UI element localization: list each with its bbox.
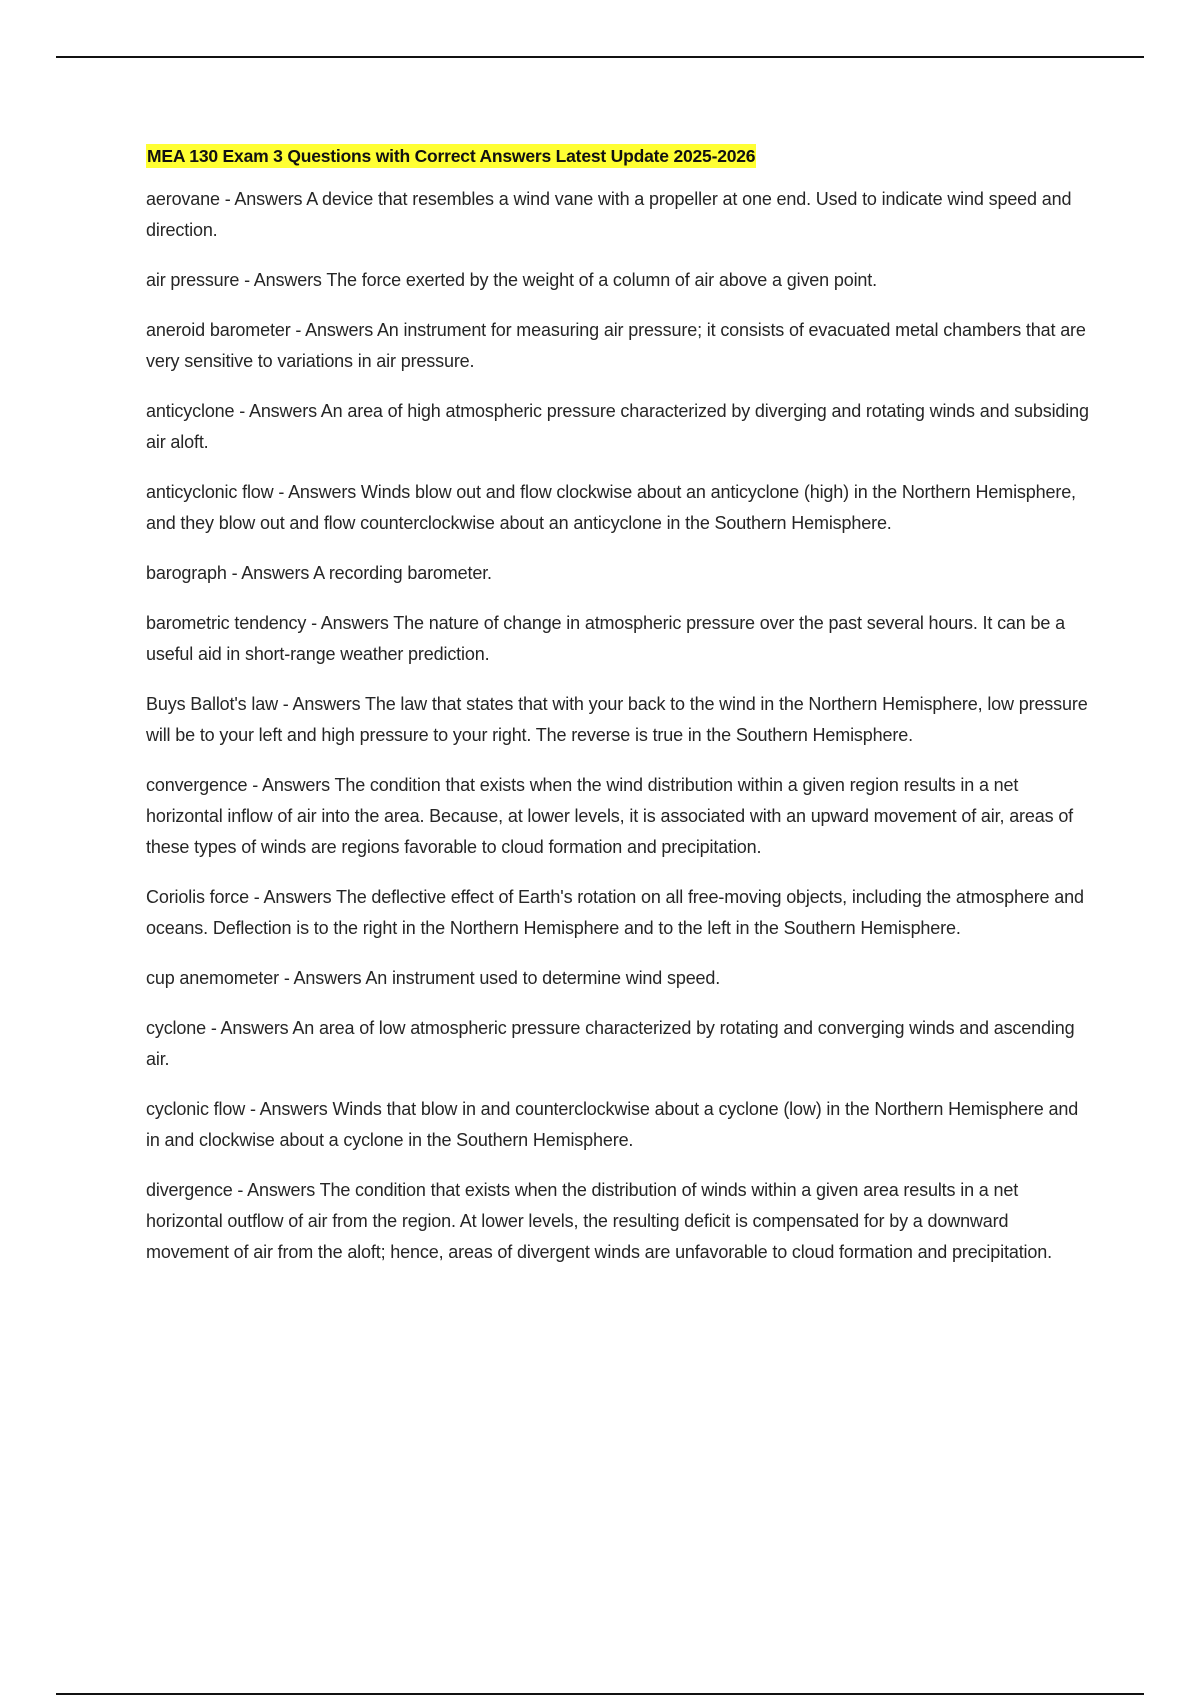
entry-term: barograph [146, 563, 227, 583]
entry-separator: - Answers [277, 694, 366, 714]
entry-answer: The law that states that with your back to the wind in the Northern Hemisphere, low pressure will be to your left and high pressure to your right. The reverse is true in the Southern Hemisphere. [146, 694, 1088, 745]
entry-answer: An instrument for measuring air pressure; it consists of evacuated metal chambers that are very sensitive to variations in air pressure. [146, 320, 1086, 371]
entry-answer: Winds that blow in and counterclockwise about a cyclone (low) in the Northern Hemisphere and in and clockwise about a cyclone in the Southern Hemisphere. [146, 1099, 1079, 1150]
entry-item [146, 477, 1091, 539]
entry-answer: Winds blow out and flow clockwise about an anticyclone (high) in the Northern Hemisphere, and they blow out and flow counterclockwise about an anticyclone in the Southern Hemisphere. [146, 482, 1076, 533]
entry-answer: The condition that exists when the distribution of winds within a given area results in a net horizontal outflow of air from the region. At lower levels, the resulting deficit is compensated for by a downward movement of air from the aloft; hence, areas of divergent winds are unfavorable to cloud formation and precipitation. [146, 1180, 1052, 1262]
entry-answer: A recording barometer. [313, 563, 492, 583]
entry-separator: - Answers [245, 1099, 333, 1119]
entry-separator: - Answers [290, 320, 377, 340]
entry-separator: - Answers [232, 1180, 320, 1200]
entry-separator: - Answers [205, 1018, 293, 1038]
bottom-rule [56, 1693, 1144, 1695]
entry-item [146, 689, 1091, 751]
entry-separator: - Answers [278, 968, 366, 988]
entry-answer: A device that resembles a wind vane with a propeller at one end. Used to indicate wind speed and direction. [146, 189, 1072, 240]
document-body [146, 144, 1091, 1287]
entry-separator: - Answers [226, 563, 314, 583]
entry-item [146, 1175, 1091, 1268]
entry-term: Coriolis force [146, 887, 249, 907]
entry-answer: An instrument used to determine wind speed. [365, 968, 721, 988]
entry-item [146, 265, 1091, 296]
entry-term: Buys Ballot's law [146, 694, 278, 714]
entry-item [146, 396, 1091, 458]
entry-separator: - Answers [239, 270, 327, 290]
entry-item [146, 963, 1091, 994]
entry-separator: - Answers [219, 189, 307, 209]
entry-term: convergence [146, 775, 248, 795]
entry-item [146, 315, 1091, 377]
entry-term: divergence [146, 1180, 233, 1200]
entry-term: aneroid barometer [146, 320, 291, 340]
entry-separator: - Answers [248, 887, 336, 907]
entry-item [146, 770, 1091, 863]
entry-item [146, 882, 1091, 944]
entry-item [146, 608, 1091, 670]
entry-answer: An area of low atmospheric pressure characterized by rotating and converging winds and ascending air. [146, 1018, 1075, 1069]
entry-item [146, 558, 1091, 589]
entry-item [146, 1013, 1091, 1075]
document-title: MEA 130 Exam 3 Questions with Correct Answers Latest Update 2025-2026 [147, 146, 756, 166]
entry-term: cyclone [146, 1018, 206, 1038]
entry-answer: The condition that exists when the wind distribution within a given region results in a net horizontal inflow of air into the area. Because, at lower levels, it is associated with an upward movement of air, areas of these types of winds are regions favorable to cloud formation and precipitation. [146, 775, 1074, 857]
entry-term: anticyclonic flow [146, 482, 274, 502]
top-rule [56, 56, 1144, 58]
entry-separator: - Answers [247, 775, 335, 795]
entry-item [146, 1094, 1091, 1156]
entry-term: aerovane [146, 189, 220, 209]
entry-term: barometric tendency [146, 613, 307, 633]
entry-answer: The deflective effect of Earth's rotation on all free-moving objects, including the atmosphere and oceans. Deflection is to the right in the Northern Hemisphere and to the left in the Southern Hemisphere. [146, 887, 1084, 938]
entry-answer: The force exerted by the weight of a column of air above a given point. [326, 270, 877, 290]
entry-answer: An area of high atmospheric pressure characterized by diverging and rotating winds and subsiding air aloft. [146, 401, 1089, 452]
entry-term: anticyclone [146, 401, 235, 421]
entry-item [146, 184, 1091, 246]
entry-term: cup anemometer [146, 968, 279, 988]
entry-term: air pressure [146, 270, 240, 290]
entry-separator: - Answers [306, 613, 394, 633]
entry-separator: - Answers [273, 482, 361, 502]
entry-separator: - Answers [234, 401, 321, 421]
entry-answer: The nature of change in atmospheric pressure over the past several hours. It can be a useful aid in short-range weather prediction. [146, 613, 1065, 664]
entry-term: cyclonic flow [146, 1099, 246, 1119]
